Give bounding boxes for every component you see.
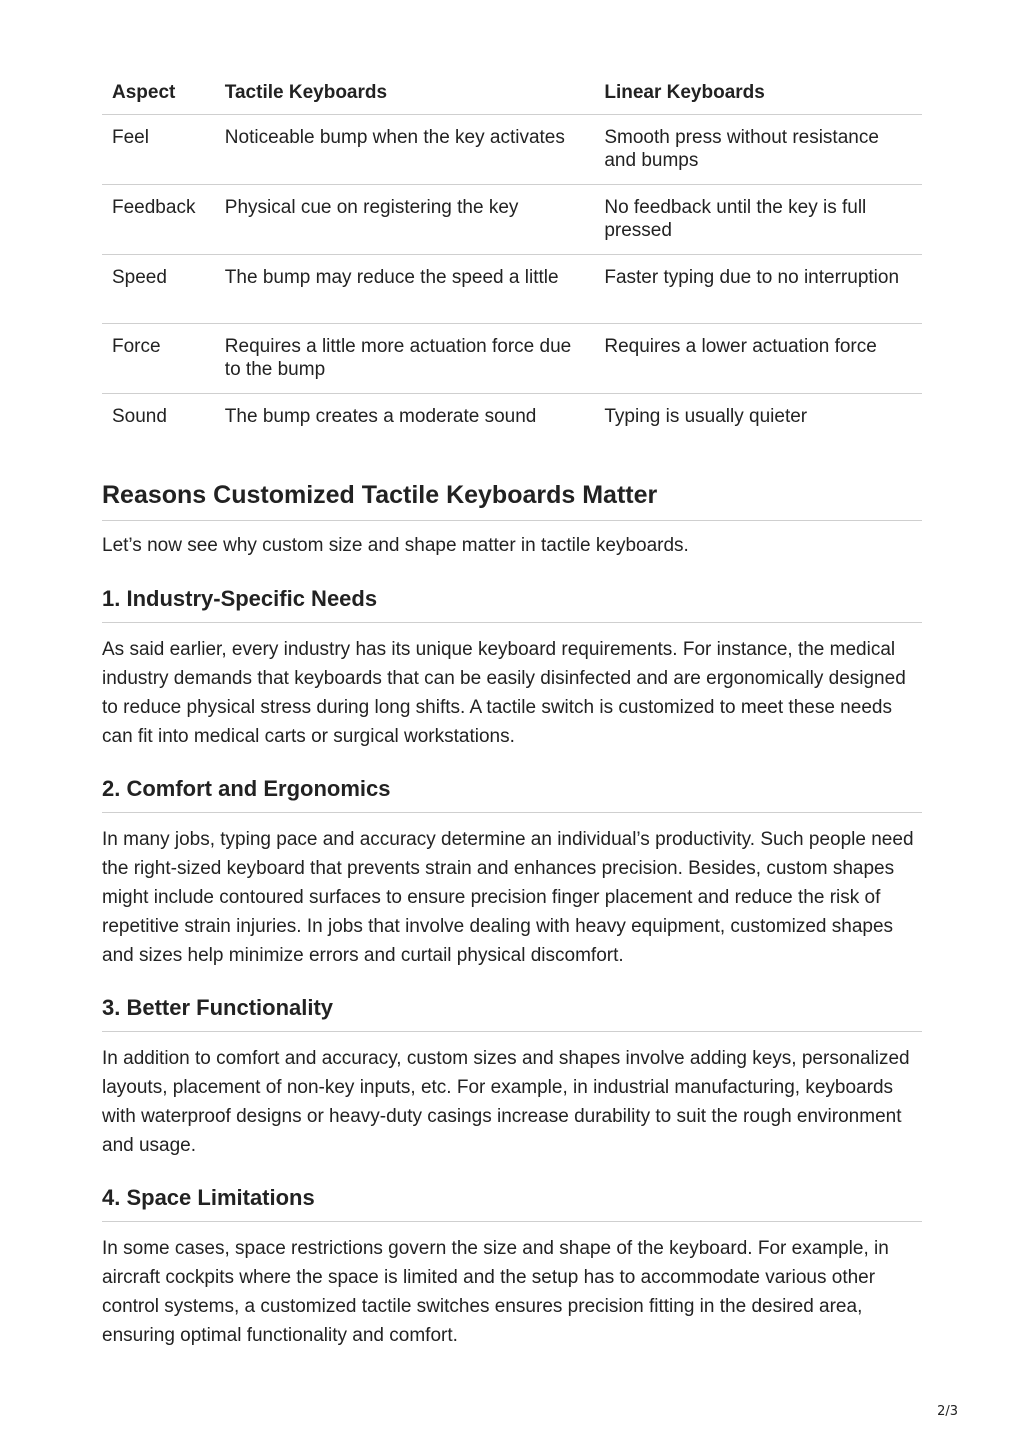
table-header-row: [102, 80, 922, 115]
document-content: [102, 80, 922, 1350]
subsection-heading-industry: 1. Industry-Specific Needs: [102, 586, 922, 623]
table-cell: Typing is usually quieter: [594, 394, 922, 463]
subsection-heading-functionality: 3. Better Functionality: [102, 995, 922, 1032]
table-header-cell: Tactile Keyboards: [224, 82, 388, 103]
table-cell: Faster typing due to no interruption: [594, 255, 922, 324]
table-header-cell: Linear Keyboards: [604, 82, 765, 103]
table-cell: The bump may reduce the speed a little: [215, 255, 595, 324]
page-number: 2/3: [937, 1404, 958, 1419]
subsection-body-space: In some cases, space restrictions govern the size and shape of the keyboard. For example, in aircraft cockpits where the space is limited and the setup has to accommodate various other control systems, a customized tactile switches ensures precision fitting in the desired area, ensuring optimal functionality and comfort.: [102, 1238, 889, 1346]
table-cell: Speed: [102, 255, 215, 324]
subsection-body-comfort: In many jobs, typing pace and accuracy determine an individual’s productivity. Such people need the right-sized keyboard that prevents strain and enhances precision. Besides, custom shapes might include contoured surfaces to ensure precision finger placement and reduce the risk of repetitive strain injuries. In jobs that involve dealing with heavy equipment, customized shapes and sizes help minimize errors and curtail physical discomfort.: [102, 829, 914, 966]
table-row: [102, 394, 922, 463]
table-cell: Sound: [102, 394, 215, 463]
table-cell: The bump creates a moderate sound: [215, 394, 595, 463]
table-cell: Requires a little more actuation force due to the bump: [215, 324, 595, 394]
subsection-heading-comfort: 2. Comfort and Ergonomics: [102, 776, 922, 813]
table-cell: Physical cue on registering the key: [215, 185, 595, 255]
table-row: [102, 255, 922, 324]
table-header-cell: Aspect: [112, 82, 176, 103]
table-cell: No feedback until the key is full pressed: [594, 185, 922, 255]
table-row: [102, 185, 922, 255]
table-cell: Noticeable bump when the key activates: [215, 115, 595, 185]
table-cell: Feedback: [102, 185, 215, 255]
subsection-heading-space: 4. Space Limitations: [102, 1185, 922, 1222]
table-cell: Smooth press without resistance and bumps: [594, 115, 922, 185]
table-row: [102, 324, 922, 394]
subsection-body-industry: As said earlier, every industry has its unique keyboard requirements. For instance, the medical industry demands that keyboards that can be easily disinfected and are ergonomically designed to reduce physical stress during long shifts. A tactile switch is customized to meet these needs can fit into medical carts or surgical workstations.: [102, 639, 906, 747]
table-cell: Force: [102, 324, 215, 394]
table-cell: Feel: [102, 115, 215, 185]
table-row: [102, 115, 922, 185]
section-intro: Let’s now see why custom size and shape matter in tactile keyboards.: [102, 535, 689, 556]
table-cell: Requires a lower actuation force: [594, 324, 922, 394]
subsection-body-functionality: In addition to comfort and accuracy, custom sizes and shapes involve adding keys, personalized layouts, placement of non-key inputs, etc. For example, in industrial manufacturing, keyboards with waterproof designs or heavy-duty casings increase durability to suit the rough environment and usage.: [102, 1048, 910, 1156]
comparison-table: [102, 80, 922, 462]
section-heading: Reasons Customized Tactile Keyboards Matter: [102, 480, 922, 521]
